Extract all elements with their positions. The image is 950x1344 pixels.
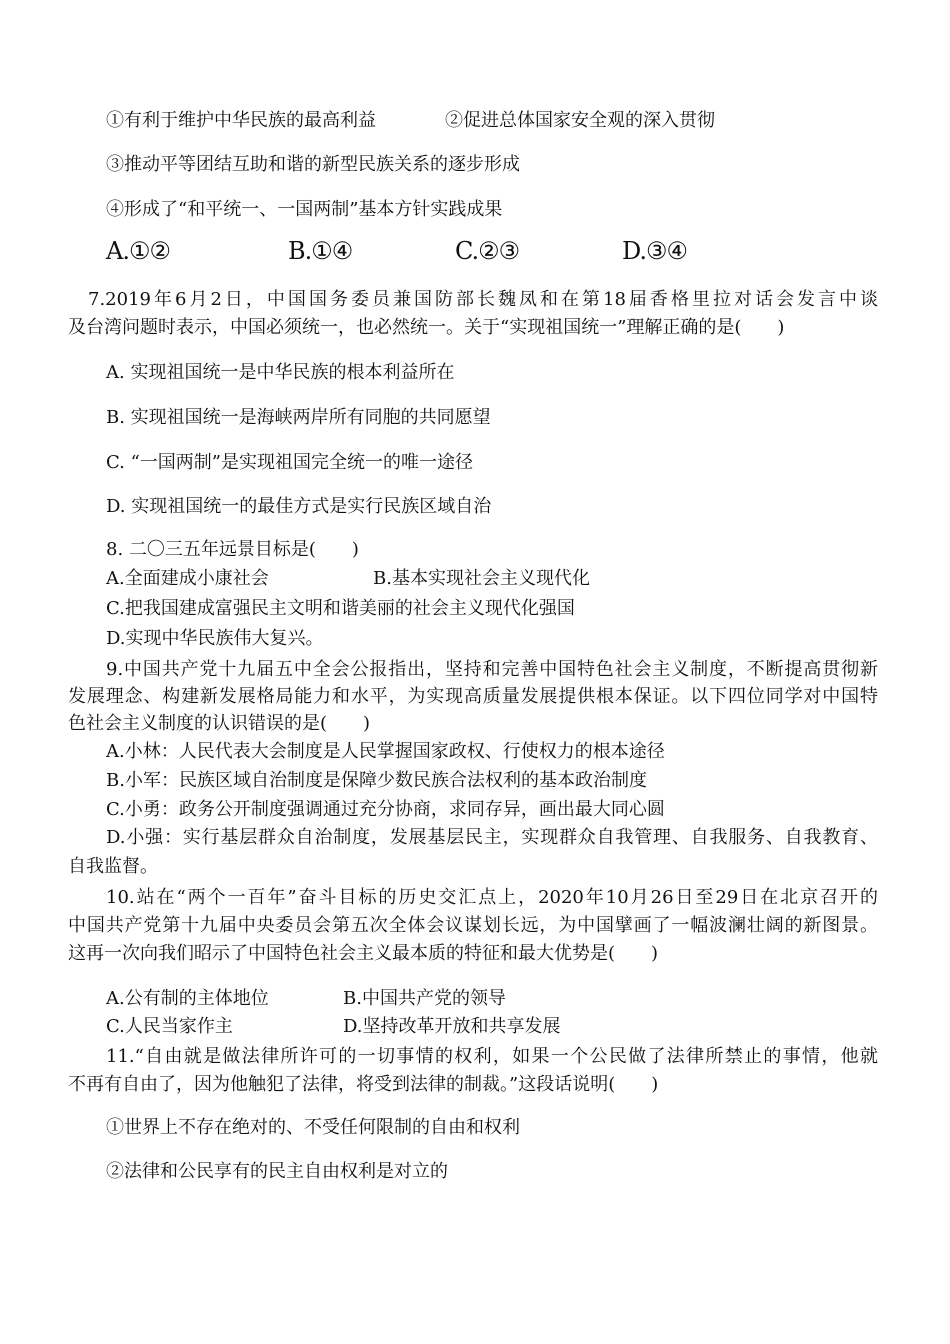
q10-stem-line-2: 中国共产党第十九届中央委员会第五次全体会议谋划长远，为中国擘画了一幅波澜壮阔的新图景。 bbox=[68, 915, 878, 936]
q9-option-d-line-1: D.小强：实行基层群众自治制度，发展基层民主，实现群众自我管理、自我服务、自我教育、 bbox=[106, 827, 878, 848]
q8-option-a: A.全面建成小康社会 bbox=[106, 568, 269, 589]
q9-option-b: B.小军：民族区域自治制度是保障少数民族合法权利的基本政治制度 bbox=[106, 770, 647, 791]
q7-option-b: B. 实现祖国统一是海峡两岸所有同胞的共同愿望 bbox=[106, 407, 491, 428]
q8-stem: 8. 二〇三五年远景目标是( ) bbox=[106, 539, 359, 560]
q8-option-d: D.实现中华民族伟大复兴。 bbox=[106, 628, 324, 649]
q9-stem-line-1: 9.中国共产党十九届五中全会公报指出，坚持和完善中国特色社会主义制度，不断提高贯彻新 bbox=[106, 659, 878, 680]
q6-answer-c: C.②③ bbox=[455, 237, 520, 265]
q8-option-c: C.把我国建成富强民主文明和谐美丽的社会主义现代化强国 bbox=[106, 598, 575, 619]
q7-option-d: D. 实现祖国统一的最佳方式是实行民族区域自治 bbox=[106, 496, 492, 517]
q7-stem-line-2: 及台湾问题时表示，中国必须统一，也必然统一。关于“实现祖国统一”理解正确的是( ) bbox=[68, 317, 785, 338]
q6-option-4: ④形成了“和平统一、一国两制”基本方针实践成果 bbox=[106, 199, 503, 220]
q11-stem-line-1: 11.“自由就是做法律所许可的一切事情的权利，如果一个公民做了法律所禁止的事情，他就 bbox=[106, 1046, 878, 1067]
q7-stem-line-1: 7.2019年6月2日，中国国务委员兼国防部长魏凤和在第18届香格里拉对话会发言中谈 bbox=[88, 289, 878, 310]
q9-option-d-line-2: 自我监督。 bbox=[68, 856, 158, 877]
q6-answer-b: B.①④ bbox=[288, 237, 353, 265]
q10-stem-line-1: 10.站在“两个一百年”奋斗目标的历史交汇点上，2020年10月26日至29日在北京召开的 bbox=[106, 887, 878, 908]
q9-stem-line-2: 发展理念、构建新发展格局能力和水平，为实现高质量发展提供根本保证。以下四位同学对中国特 bbox=[68, 686, 878, 707]
q8-option-b: B.基本实现社会主义现代化 bbox=[373, 568, 590, 589]
q6-answer-d: D.③④ bbox=[622, 237, 688, 265]
q6-option-2: ②促进总体国家安全观的深入贯彻 bbox=[445, 110, 715, 131]
q7-option-a: A. 实现祖国统一是中华民族的根本利益所在 bbox=[106, 362, 455, 383]
q6-answer-a: A.①② bbox=[106, 237, 170, 265]
q11-option-1: ①世界上不存在绝对的、不受任何限制的自由和权利 bbox=[106, 1117, 520, 1138]
q11-stem-line-2: 不再有自由了，因为他触犯了法律，将受到法律的制裁。”这段话说明( ) bbox=[68, 1074, 659, 1095]
q10-stem-line-3: 这再一次向我们昭示了中国特色社会主义最本质的特征和最大优势是( ) bbox=[68, 943, 659, 964]
q10-option-c: C.人民当家作主 bbox=[106, 1016, 233, 1037]
q9-option-a: A.小林：人民代表大会制度是人民掌握国家政权、行使权力的根本途径 bbox=[106, 741, 665, 762]
q10-option-b: B.中国共产党的领导 bbox=[343, 988, 506, 1009]
q9-option-c: C.小勇：政务公开制度强调通过充分协商，求同存异，画出最大同心圆 bbox=[106, 799, 665, 820]
q9-stem-line-3: 色社会主义制度的认识错误的是( ) bbox=[68, 713, 371, 734]
q6-option-3: ③推动平等团结互助和谐的新型民族关系的逐步形成 bbox=[106, 154, 520, 175]
q10-option-d: D.坚持改革开放和共享发展 bbox=[343, 1016, 561, 1037]
q7-option-c: C. “一国两制”是实现祖国完全统一的唯一途径 bbox=[106, 452, 473, 473]
q11-option-2: ②法律和公民享有的民主自由权利是对立的 bbox=[106, 1161, 448, 1182]
q10-option-a: A.公有制的主体地位 bbox=[106, 988, 269, 1009]
q6-option-1: ①有利于维护中华民族的最高利益 bbox=[106, 110, 376, 131]
